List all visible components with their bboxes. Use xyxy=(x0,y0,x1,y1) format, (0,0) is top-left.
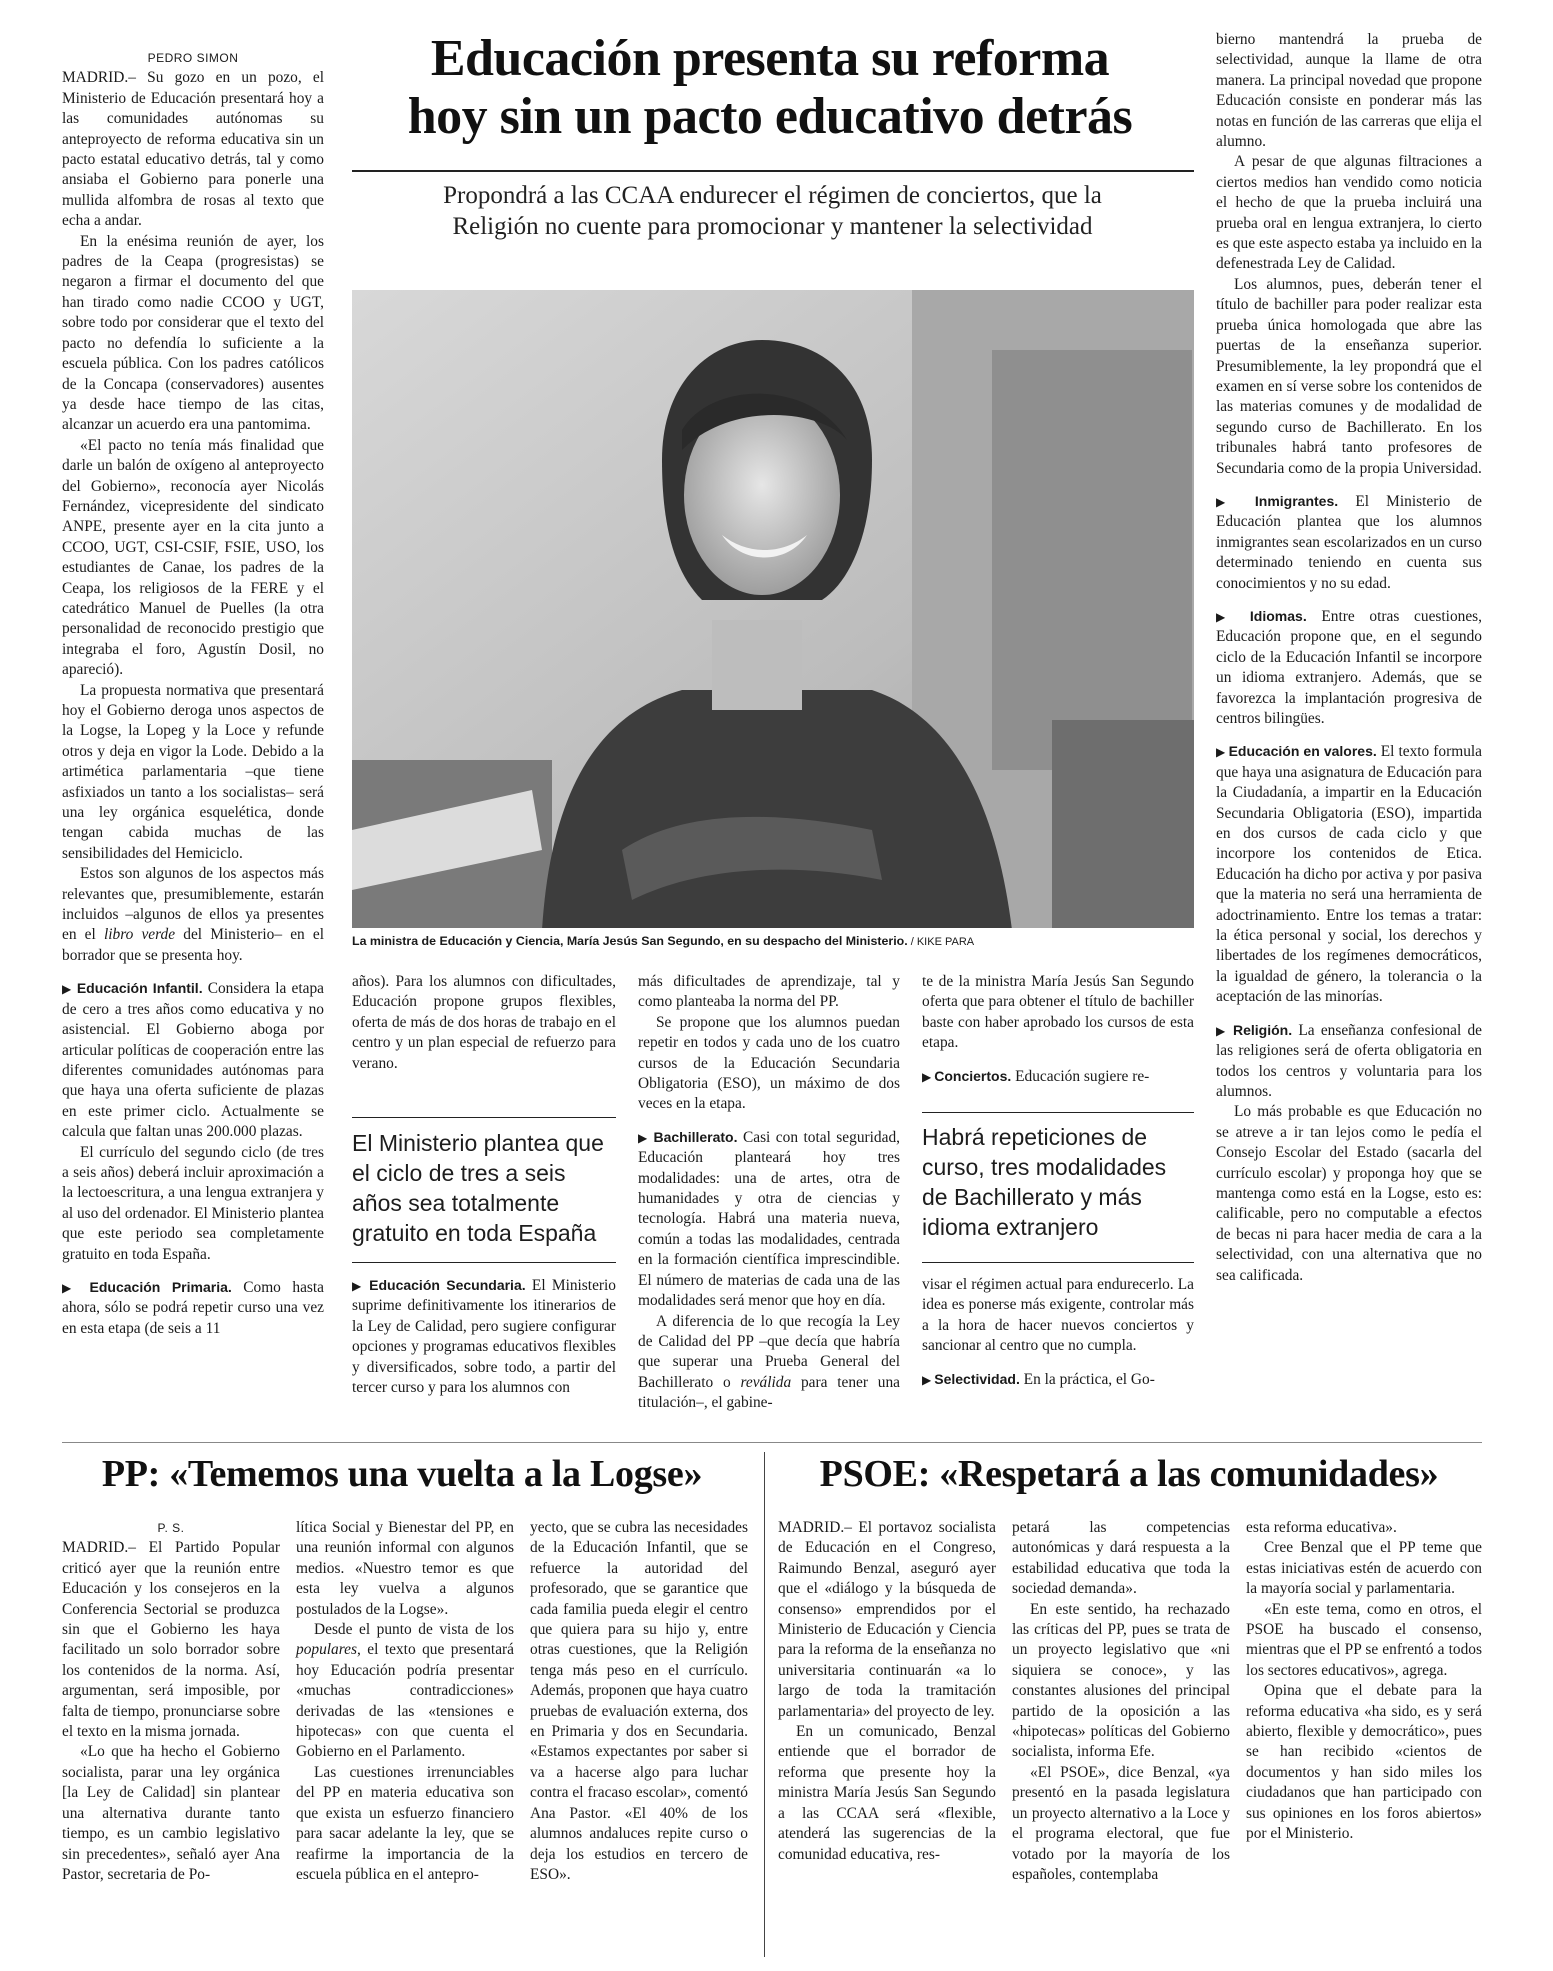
section-heading: Bachillerato. xyxy=(653,1128,738,1145)
psoe-paragraph: En este sentido, ha rechazado las críticas del PP, pues se trata de un proyecto legislativo que «ni siquiera se conoce», y las constantes alusiones del principal partido de la oposición a las «hipotecas» políticas del Gobierno socialista, informa Efe. xyxy=(1012,1600,1230,1761)
psoe-paragraph: Opina que el debate para la reforma educativa «ha sido, es y será abierto, flexible y democrático», pues se han recibido «cientos de documentos y han sido miles los ciudadanos que han participado con sus opiniones en los foros abiertos» por el Ministerio. xyxy=(1246,1682,1482,1843)
section-heading: Religión. xyxy=(1233,1021,1293,1038)
headline-line: hoy sin un pacto educativo detrás xyxy=(407,88,1133,145)
main-headline xyxy=(345,30,1195,146)
psoe-paragraph: En un comunicado, Benzal entiende que el borrador de reforma que presente hoy la ministra María Jesús San Segundo a las CCAA será «flexible, atenderá las sugerencias de la comunidad educativa, res- xyxy=(778,1723,996,1863)
main-column-1 xyxy=(62,48,324,1339)
main-paragraph: A pesar de que algunas filtraciones a ciertos medios han vendido como noticia el hecho de que la prueba incluirá una prueba oral en lengua extranjera, lo cierto es que este aspecto estaba ya incluido en la defenestrada Ley de Calidad. xyxy=(1216,153,1482,273)
main-paragraph: bierno mantendrá la prueba de selectividad, aunque la llame de otra manera. La principal novedad que propone Educación consiste en ponderar más las notas en función de las carreras que elija el alumno. xyxy=(1216,31,1482,151)
section-heading: Idiomas. xyxy=(1249,607,1307,624)
text-run: Considera la etapa de cero a tres años como educativa y no asistencial. El Gobierno aboga por articular políticas de cooperación entre las diferentes comunidades autónomas para que haya una oferta suficiente de plazas en este primer ciclo. Actualmente se calcula que faltan unas 200.000 plazas. xyxy=(62,980,324,1141)
section-heading: Educación Infantil. xyxy=(76,980,203,997)
italic-run: libro verde xyxy=(103,926,176,944)
pp-column-2 xyxy=(296,1518,514,1885)
main-column-2 xyxy=(352,972,616,1074)
psoe-column-3 xyxy=(1246,1518,1482,1845)
text-run: Entre otras cuestiones, Educación propone que, en el segundo ciclo de la Educación Infantil se incorpore un idioma extranjero. Además, que se favorezca la implantación progresiva de centros bilingües. xyxy=(1216,607,1482,727)
main-byline: PEDRO SIMON xyxy=(147,51,239,65)
pullquote-rule-bottom xyxy=(352,1262,616,1263)
pullquote-rule-top xyxy=(352,1117,616,1118)
psoe-paragraph: «El PSOE», dice Benzal, «ya presentó en la pasada legislatura un proyecto alternativo a la Loce y el programa electoral, que fue votado por la mayoría de los españoles, contemplaba xyxy=(1012,1763,1230,1883)
triangle-bullet-icon: ▶ xyxy=(1216,1023,1233,1038)
caption-text: La ministra de Educación y Ciencia, María Jesús San Segundo, en su despacho del Ministerio. xyxy=(352,934,908,948)
pullquote-rule-top xyxy=(922,1112,1194,1113)
text-run: La enseñanza confesional de las religiones será de oferta obligatoria en todos los centros y voluntaria para los alumnos. xyxy=(1216,1021,1482,1100)
text-run: A diferencia de lo que recogía la Ley de Calidad del PP –que decía que habría que superar una Prueba General del Bachillerato o xyxy=(638,1312,900,1391)
main-paragraph: En la enésima reunión de ayer, los padres de la Ceapa (progresistas) se negaron a firmar el documento del que han tirado como nadie CCOO y UGT, sobre todo por considerar que el texto del pacto no defendía lo suficiente a la escuela pública. Con los padres católicos de la Concapa (conservadores) ausentes ya desde hace tiempo de las citas, alcanzar un acuerdo era una pantomima. xyxy=(62,232,324,434)
pp-byline: P. S. xyxy=(157,1521,185,1535)
text-run: El Ministerio suprime definitivamente los itinerarios de la Ley de Calidad, pero sugiere configurar opciones y programas educativos flexibles y diversificados, sobre todo, a partir del tercer curso y para los alumnos con xyxy=(352,1277,617,1397)
section-heading: Educación Secundaria. xyxy=(369,1277,526,1293)
italic-run: populares xyxy=(296,1641,357,1659)
text-run: Desde el punto de vista de los xyxy=(314,1621,514,1639)
triangle-bullet-icon: ▶ xyxy=(1216,494,1255,509)
main-paragraph xyxy=(638,1312,900,1414)
main-column-4 xyxy=(922,972,1194,1087)
italic-run: reválida xyxy=(740,1373,792,1391)
minister-photo xyxy=(352,290,1194,928)
main-paragraph: Lo más probable es que Educación no se atreve a ir tan lejos como le pedía el Consejo Escolar del Estado (sacarla del currículo escolar) y proponga hoy que se mantenga como está en la Logse, esto es: calificable, pero no computable a efectos de becas ni para hacer media de cara a la selectividad, con una alternativa que no sea calificada. xyxy=(1216,1103,1482,1284)
psoe-paragraph: «En este tema, como en otros, el PSOE ha buscado el consenso, mientras que el PP se enfrentó a todos los sectores educativos», agrega. xyxy=(1246,1600,1482,1679)
main-paragraph: La propuesta normativa que presentará hoy el Gobierno deroga unos aspectos de la Logse, la Lopeg y la Loce y refunde otros y deja en vigor la Lode. Debido a la artimética parlamentaria –que tiene asfixiados un tanto a los socialistas– será una ley orgánica esquelética, donde tengan cabida muchas de las sensibilidades del Hemiciclo. xyxy=(62,681,324,862)
pp-column-1 xyxy=(62,1518,280,1885)
psoe-paragraph: Cree Benzal que el PP teme que estas iniciativas estén de acuerdo con la mayoría social y parlamentaria. xyxy=(1246,1539,1482,1598)
psoe-paragraph: esta reforma educativa». xyxy=(1246,1519,1397,1536)
pp-paragraph xyxy=(296,1620,514,1763)
main-column-2-continued xyxy=(352,1275,616,1398)
pp-paragraph: yecto, que se cubra las necesidades de la Educación Infantil, que se refuerce la autoridad del profesorado, que se garantice que cada familia pueda elegir el centro que quiera para su hijo y, entre otras cuestiones, que la Religión tenga más peso en el currículo. Además, proponen que haya cuatro pruebas de evaluación externa, dos en Primaria y dos en Secundaria. «Estamos expectantes por saber si va a hacerse algo para luchar contra el fracaso escolar», comentó Ana Pastor. «El 40% de los alumnos andaluces repite curso o deja los estudios en tercero de ESO». xyxy=(530,1519,748,1883)
main-paragraph xyxy=(1216,491,1482,594)
psoe-column-1 xyxy=(778,1518,996,1865)
text-run: Estos son algunos de los aspectos más relevantes que, presumiblemente, estarán incluidos –algunos de ellos ya presentes en el xyxy=(62,865,324,944)
photo-caption xyxy=(352,934,1194,948)
triangle-bullet-icon: ▶ xyxy=(62,1280,90,1295)
main-paragraph xyxy=(922,1369,1194,1390)
triangle-bullet-icon: ▶ xyxy=(922,1069,935,1084)
pp-paragraph: Las cuestiones irrenunciables del PP en materia educativa son que exista un esfuerzo financiero para sacar adelante la ley, que se reafirme la importancia de la escuela pública en el antepro- xyxy=(296,1763,514,1883)
section-heading: Educación en valores. xyxy=(1228,743,1377,760)
main-paragraph: años). Para los alumnos con dificultades, Educación propone grupos flexibles, oferta de más de dos horas de trabajo en el centro y un plan especial de refuerzo para verano. xyxy=(352,973,616,1072)
main-paragraph xyxy=(1216,741,1482,1007)
pp-paragraph: lítica Social y Bienestar del PP, en una reunión informal con algunos medios. «Nuestro temor es que esta ley vuelva a algunos postulados de la Logse». xyxy=(296,1519,514,1618)
text-run: El texto formula que haya una asignatura de Educación para la Ciudadanía, a impartir en la Educación Secundaria Obligatoria (ESO), impartida en dos cursos de cada ciclo y que incorpore los contenidos de Etica. Educación ha dicho por activa y por pasiva que la materia no será una herramienta de adoctrinamiento. Entre los temas a tratar: la ética personal y social, los derechos y libertades de los regímenes democráticos, la igualdad de género, la tolerancia o la aceptación de las minorías. xyxy=(1216,743,1482,1006)
main-paragraph: Se propone que los alumnos puedan repetir en todos y cada uno de los cuatro cursos de la Educación Secundaria Obligatoria (ESO), un máximo de dos veces en la etapa. xyxy=(638,1013,900,1113)
main-paragraph xyxy=(1216,1020,1482,1103)
main-subheadline xyxy=(350,180,1195,242)
main-paragraph: te de la ministra María Jesús San Segundo oferta que para obtener el título de bachiller baste con haber aprobado los cursos de esta etapa. xyxy=(922,973,1194,1052)
triangle-bullet-icon: ▶ xyxy=(1216,609,1250,624)
main-paragraph xyxy=(922,1066,1194,1087)
main-column-3 xyxy=(638,972,900,1414)
main-paragraph xyxy=(638,1127,900,1312)
pp-paragraph: MADRID.– El Partido Popular criticó ayer que la reunión entre Educación y los consejeros en la Conferencia Sectorial se produzca sin que el Gobierno les haya facilitado un solo borrador sobre los contenidos de la norma. Así, argumentan, será imposible, por falta de tiempo, pronunciarse sobre el texto en la misma jornada. xyxy=(62,1539,280,1741)
pp-paragraph: «Lo que ha hecho el Gobierno socialista, parar una ley orgánica [la Ley de Calidad] sin plantear una alternativa durante tanto tiempo, es un cambio legislativo sin precedentes», señaló ayer Ana Pastor, secretaria de Po- xyxy=(62,1743,280,1883)
text-run: En la práctica, el Go- xyxy=(1019,1370,1155,1388)
section-heading: Conciertos. xyxy=(934,1067,1012,1084)
triangle-bullet-icon: ▶ xyxy=(352,1279,370,1293)
main-paragraph: Los alumnos, pues, deberán tener el título de bachiller para poder realizar esta prueba única homologada que abre las puertas de la enseñanza superior. Presumiblemente, la ley propondrá que el examen en sí verse sobre los contenidos de las materias comunes y de modalidad de segundo curso de Bachillerato. En los tribunales habrá tanto profesores de Secundaria como de la propia Universidad. xyxy=(1216,275,1482,477)
minister-photo-illustration xyxy=(352,290,1194,928)
main-paragraph: visar el régimen actual para endurecerlo. La idea es ponerse más exigente, controlar más a la hora de hacer nuevos conciertos y sancionar al centro que no cumpla. xyxy=(922,1276,1194,1355)
main-column-4-continued xyxy=(922,1275,1194,1390)
text-run: del Ministerio– en el borrador que se presenta hoy. xyxy=(62,926,324,964)
pullquote-1: El Ministerio plantea que el ciclo de tres a seis años sea totalmente gratuito en toda España xyxy=(352,1130,604,1246)
photo-credit: / KIKE PARA xyxy=(907,936,975,948)
text-run: para tener una titulación–, el gabine- xyxy=(638,1373,900,1412)
triangle-bullet-icon: ▶ xyxy=(1216,745,1229,760)
subhead-line: Religión no cuente para promocionar y mantener la selectividad xyxy=(452,213,1093,240)
triangle-bullet-icon: ▶ xyxy=(62,982,77,997)
text-run: Como hasta ahora, sólo se podrá repetir curso una vez en esta etapa (de seis a 11 xyxy=(62,1278,324,1337)
main-paragraph xyxy=(62,1277,324,1339)
section-heading: Educación Primaria. xyxy=(89,1278,232,1295)
pp-headline: PP: «Tememos una vuelta a la Logse» xyxy=(101,1453,703,1495)
main-column-5 xyxy=(1216,30,1482,1286)
triangle-bullet-icon: ▶ xyxy=(638,1130,654,1145)
section-heading: Selectividad. xyxy=(934,1370,1020,1387)
text-run: Casi con total seguridad, Educación planteará hoy tres modalidades: una de artes, otra de humanidades y otra de ciencias y tecnología. Habrá una materia nueva, común a todas las modalidades, centrada en la formación científica imprescindible. El número de materias de cada una de las modalidades será menor que hoy en día. xyxy=(638,1128,900,1310)
main-paragraph xyxy=(1216,606,1482,729)
section-heading: Inmigrantes. xyxy=(1254,492,1339,509)
triangle-bullet-icon: ▶ xyxy=(922,1372,935,1387)
psoe-paragraph: MADRID.– El portavoz socialista de Educación en el Congreso, Raimundo Benzal, aseguró ayer que el «diálogo y la búsqueda de consenso» emprendidos por el Ministerio de Educación y Ciencia para la reforma de la enseñanza no universitaria continuarán «a lo largo de toda la tramitación parlamentaria» del proyecto de ley. xyxy=(778,1519,996,1720)
main-paragraph: «El pacto no tenía más finalidad que darle un balón de oxígeno al anteproyecto del Gobierno», reconocía ayer Nicolás Fernández, vicepresidente del sindicato ANPE, presente ayer en la cita junto a CCOO, UGT, CSI-CSIF, FSIE, USO, los estudiantes de Canae, los padres de la Ceapa, los religiosos de la FERE y el catedrático Manuel de Puelles (la otra personalidad de reconocido prestigio que integraba el foro, Agustín Dosil, no apareció). xyxy=(62,436,324,679)
main-paragraph: MADRID.– Su gozo en un pozo, el Ministerio de Educación presentará hoy a las comunidades autónomas su anteproyecto de reforma educativa sin un pacto estatal educativo detrás, tal y como ansiaba el Gobierno para ponerle una mullida alfombra de rosas al texto que echa a andar. xyxy=(62,69,324,230)
headline-rule xyxy=(352,170,1194,172)
text-run: , el texto que presentará hoy Educación podría presentar «muchas contradicciones» derivadas de las «tensiones e hipotecas» con que cuenta el Gobierno en el Parlamento. xyxy=(296,1641,514,1761)
main-paragraph xyxy=(62,978,324,1142)
headline-line: Educación presenta su reforma xyxy=(430,30,1110,87)
section-divider xyxy=(62,1442,1482,1443)
pp-column-3 xyxy=(530,1518,748,1885)
pullquote-2: Habrá repeticiones de curso, tres modalidades de Bachillerato y más idioma extranjero xyxy=(922,1124,1167,1240)
column-divider xyxy=(764,1452,765,1957)
pullquote-rule-bottom xyxy=(922,1262,1194,1263)
psoe-paragraph: petará las competencias autonómicas y dará respuesta a la estabilidad educativa que toda la sociedad demanda». xyxy=(1012,1519,1230,1598)
main-paragraph: más dificultades de aprendizaje, tal y como planteaba la norma del PP. xyxy=(638,973,900,1011)
psoe-headline: PSOE: «Respetará a las comunidades» xyxy=(819,1453,1439,1495)
main-paragraph xyxy=(62,864,324,966)
subhead-line: Propondrá a las CCAA endurecer el régimen de conciertos, que la xyxy=(443,182,1102,209)
main-paragraph xyxy=(352,1275,616,1398)
main-paragraph: El currículo del segundo ciclo (de tres a seis años) deberá incluir aproximación a la lectoescritura, a una lengua extranjera y al uso del ordenador. El Ministerio plantea que este periodo sea completamente gratuito en toda España. xyxy=(62,1143,325,1263)
text-run: Educación sugiere re- xyxy=(1011,1067,1150,1085)
text-run: El Ministerio de Educación plantea que los alumnos inmigrantes sean escolarizados en un curso determinado teniendo en cuenta sus conocimientos y no su edad. xyxy=(1216,492,1482,592)
psoe-column-2 xyxy=(1012,1518,1230,1885)
